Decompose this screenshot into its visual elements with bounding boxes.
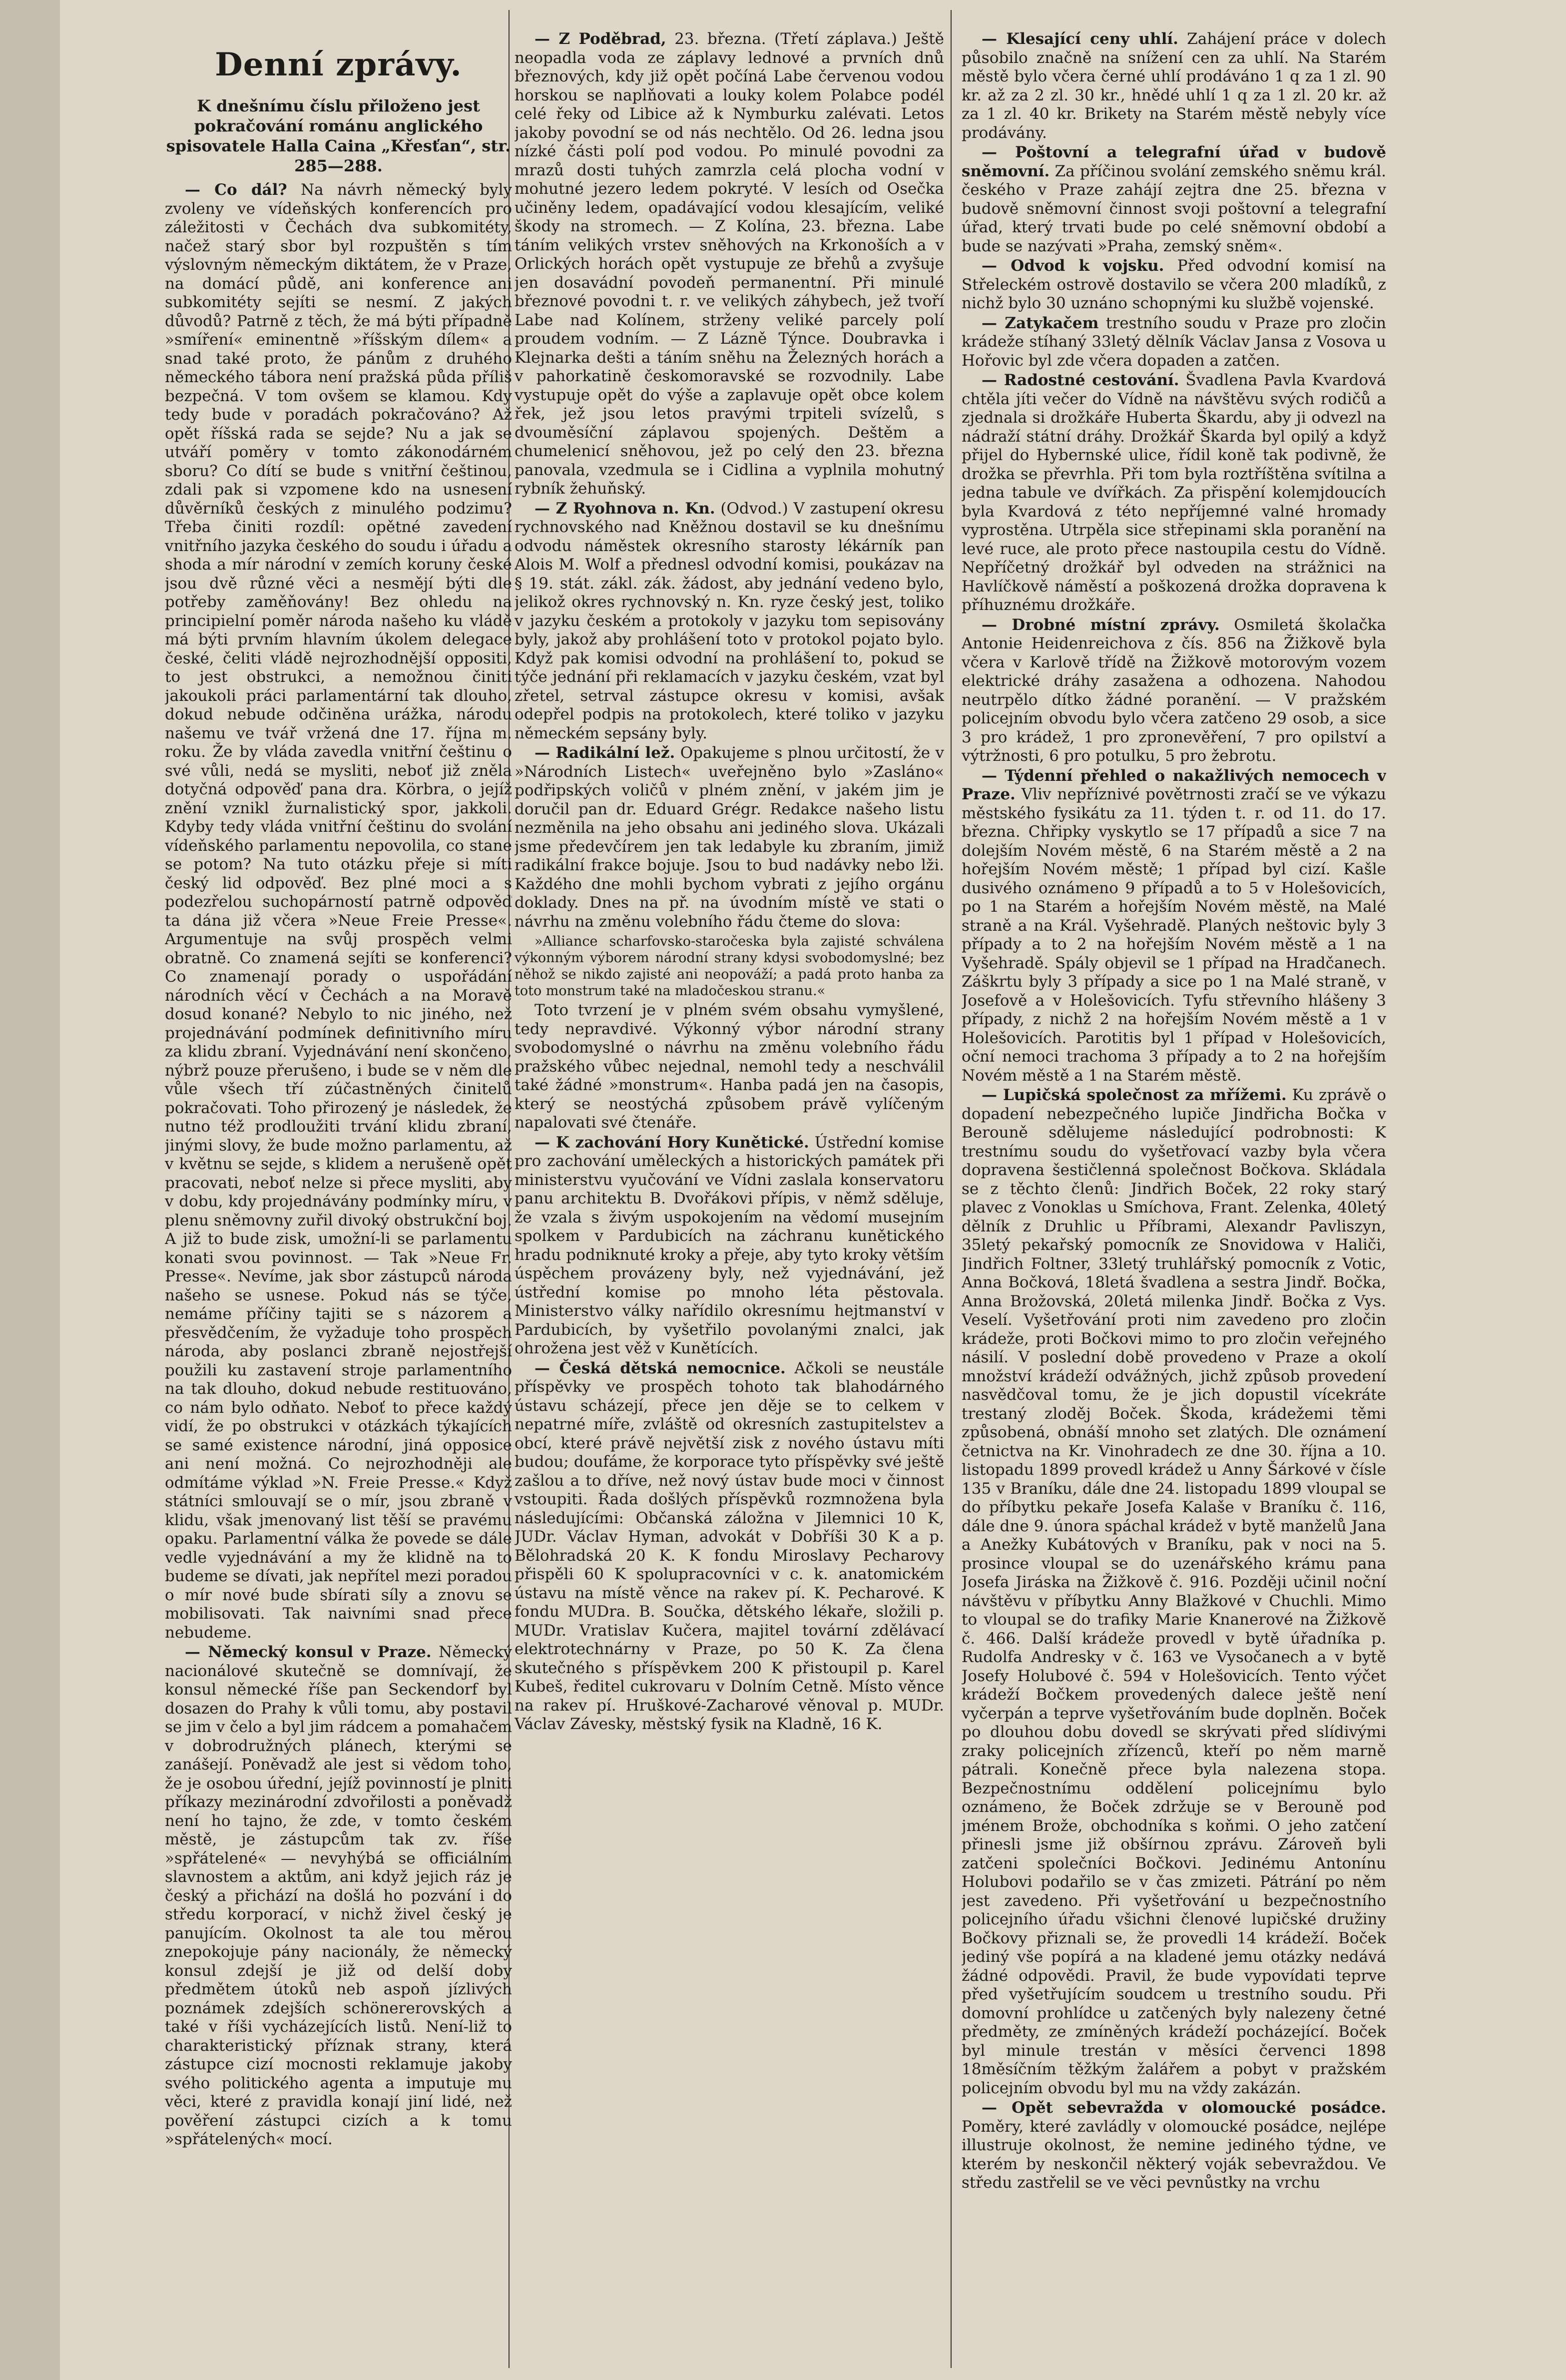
article-headline: — Česká dětská nemocnice. <box>534 1359 786 1377</box>
article-text: Ačkoli se neustále příspěvky ve prospěch tohoto tak blahodárného ústavu scházejí, přece jen děje se to celkem v nepatrné míře, zvláště od okresních zastupitelstev a obcí, které právě největší zisk z nového ústavu míti budou; doufáme, že korporace tyto příspěvky své ještě zašlou a to dříve, než nový ústav bude moci v činnost vstoupiti. Řada došlých příspěvků rozmnožena byla následujícími: Občanská záložna v Jilemnici 10 K, JUDr. Václav Hyman, advokát v Dobříši 30 K a p. Bělohradská 20 K. K fondu Miroslavy Pecharovy přispěli 60 K spolupracovníci v c. k. anatomickém ústavu na místě věnce na rakev pí. K. Pecharové. K fondu MUDra. B. Součka, dětského lékaře, složili p. MUDr. Vratislav Kučera, majitel tovární zdělávací elektrotechnárny v Praze, po 50 K. Za člena skutečného s příspěvkem 200 K přistoupil p. Karel Kubeš, ředitel cukrovaru v Dolním Cetně. Místo věnce na rakev pí. Hruškové-Zacharové věnoval p. MUDr. Václav Závesky, městský fysik na Kladně, 16 K. <box>515 1359 944 1733</box>
article-headline: — Co dál? <box>185 181 287 199</box>
article-paragraph <box>962 2099 1386 2193</box>
article-headline: — Z Poděbrad, <box>534 30 666 48</box>
article-paragraph <box>962 371 1386 615</box>
article-headline: — Klesající ceny uhlí. <box>982 30 1178 48</box>
article-headline: — Německý konsul v Praze. <box>185 1643 432 1661</box>
article-headline: — Poštovní a telegrafní úřad v budově sněmovní. <box>962 143 1386 180</box>
article-paragraph <box>165 1643 512 2149</box>
article-paragraph <box>515 744 944 931</box>
article-text: Toto tvrzení je v plném svém obsahu vymyšlené, tedy nepravdivé. Výkonný výbor národní strany svobodomyslné o návrhu na změnu volebního řádu pražského vůbec nejednal, nemohl tedy a neschválil také žádné »monstrum«. Hanba padá jen na časopis, který se neostýchá způsobem právě vylíčeným napalovati své čtenáře. <box>515 1001 944 1132</box>
article-headline: — Zatykačem <box>982 314 1099 332</box>
article-headline: — Opět sebevražda v olomoucké posádce. <box>982 2099 1386 2117</box>
intro-notice: K dnešnímu číslu přiloženo jest pokračování románu anglického spisovatele Halla Caina „Křesťan“, str. 285—288. <box>166 96 511 175</box>
article-paragraph <box>515 1001 944 1133</box>
article-paragraph <box>515 30 944 499</box>
column-2 <box>515 30 944 2358</box>
article-text: Před odvodní komisí na Střeleckém ostrově dostavilo se včera 200 mladíků, z nichž bylo 30 uznáno schopnými ku službě vojenské. <box>962 257 1386 312</box>
article-text: Poměry, které zavládly v olomoucké posádce, nejlépe illustruje okolnost, že nemine jediného týdne, ve kterém by neskončil některý voják sebevraždou. Ve středu zastřelil se ve věci pevnůstky na vrchu <box>962 2117 1386 2192</box>
article-text: 23. března. (Třetí záplava.) Ještě neopadla voda ze záplavy lednové a prvních dnů březnových, kdy již opět počíná Labe červenou vodou horskou se naplňovati a louky kolem Polabce podél celé řeky od Libice až k Nymburku zalévati. Letos jakoby povodní se od nás nechtělo. Od 26. ledna jsou nízké části polí pod vodou. Po minulé povodni za mrazů dosti tuhých zamrzla celá plocha vodní v mohutné jezero ledem pokryté. V lesích od Osečka učiněny ledem, opadávající vodou klesajícím, veliké škody na stromech. — Z Kolína, 23. března. Labe táním velikých vrstev sněhových na Krkonoších a v Orlických horách opět vystupuje ze břehů a zvyšuje jen dosavádní povodeň permanentní. Při minulé březnové povodni t. r. ve velikých záhybech, jež tvoří Labe nad Kolínem, strženy veliké parcely polí proudem vodním. — Z Lázně Týnce. Doubravka i Klejnarka dešti a táním sněhu na Železných horách a v pahorkatině českomoravské se rozvodnily. Labe vystupuje opět do výše a zaplavuje opět obce kolem řek, jež jsou letos pravými trpiteli svízelů, s dvouměsíční záplavou spojených. Deštěm a chumelenicí sněhovou, jež po celý den 23. března panovala, vzedmula se i Cidlina a vyplnila mohutný rybník žehuňský. <box>515 30 944 498</box>
article-text: Zahájení práce v dolech působilo značně na snížení cen za uhlí. Na Starém městě bylo včera černé uhlí prodáváno 1 q za 1 zl. 90 kr. až za 2 zl. 30 kr., hnědé uhlí 1 q za 1 zl. 20 kr. až za 1 zl. 40 kr. Brikety na Starém městě nebyly více prodávány. <box>962 30 1386 142</box>
section-title: Denní zprávy. <box>215 46 462 83</box>
article-paragraph <box>962 314 1386 371</box>
article-text: Na návrh německý byly zvoleny ve vídeňských konferencích pro záležitosti v Čechách dva subkomitéty, načež starý sbor byl rozpuštěn s tím výslovným německým diktátem, že v Praze, na domácí půdě, ani konference ani subkomitéty sejíti se nesmí. Z jakých důvodů? Patrně z těch, že má býti případně »smíření« eminentně »říšským dílem« a snad také proto, že pánům z druhého německého tábora není pražská půda příliš bezpečná. V tom ovšem se klamou. Kdy tedy bude v poradách pokračováno? Až opět říšská rada se sejde? Nu a jak se utváří poměry v tomto zákonodárném sboru? Co dítí se bude s vnitřní češtinou, zdali pak si vzpomene kdo na usnesení důvěrníků českých z minulého podzimu? Třeba činiti rozdíl: opětné zavedení vnitřního jazyka českého do soudu i úřadu a shoda a mír národní v zemích koruny české jsou dvě různé věci a nesmějí býti dle potřeby zaměňovány! Bez ohledu na principielní poměr národa našeho ku vládě má býti prvním hlavním úkolem delegace české, čeliti vládě nejrozhodnější oppositi, to jest obstrukci, a nemožnou činiti jakoukoli práci parlamentární tak dlouho, dokud nebude odčiněna urážka, národu našemu ve tvář vržená dne 17. října m. roku. Že by vláda zavedla vnitřní češtinu o své vůli, nedá se mysliti, neboť již zněla dotyčná odpověď pana dra. Körbra, o jejíž znění vznikl žurnalistický spor, jakkoli. Kdyby tedy vláda vnitřní češtinu do svolání vídeňského parlamentu nepovolila, co stane se potom? Na tuto otázku přeje si míti český lid odpověď. Bez plné moci a s podezřelou suchopárností patrně odpověď ta dána již včera »Neue Freie Presse«. Argumentuje na svůj prospěch velmi obratně. Co znamená sejíti se konferenci? Co znamenají porady o uspořádání národních věcí v Čechách a na Moravě dosud konané? Nebylo to nic jiného, než projednávání podmínek definitivního míru za klidu zbraní. Vyjednávání není skončeno, nýbrž pouze přerušeno, i bude se v něm dle vůle všech tří zúčastněných činitelů pokračovati. Toho přirozený je následek, že nutno též prodloužiti trvání klidu zbraní, jinými slovy, že bude možno parlamentu, až v květnu se sejde, s klidem a nerušeně opět pracovati, neboť nelze si přece mysliti, aby v dobu, kdy projednávány podmínky míru, v plenu sněmovny zuřil divoký obstrukční boj. A již to bude zisk, umožní-li se parlamentu konati svou povinnost. — Tak »Neue Fr. Presse«. Nevíme, jak sbor zástupců národa našeho se usnese. Pokud nás se týče, nemáme příčiny tajiti se s názorem a přesvědčením, že vyžaduje toho prospěch národa, aby poslanci zbraně nejostřejší použili ku zastavení stroje parlamentního na tak dlouho, dokud nebude restituováno, co nám bylo odňato. Neboť to přece každý vidí, že po obstrukci v otázkách týkajících se samé existence národní, jiná opposice ani není možná. Co nejrozhodněji ale odmítáme výklad »N. Freie Presse.« Když státníci smlouvají se o mír, jsou zbraně v klidu, však jmenovaný list těší se pravému opaku. Parlamentní válka že povede se dále vedle vyjednávání a my že klidně na to budeme se dívati, jak nepřítel mezi poradou o mír nové bude sbírati síly a znovu se mobilisovati. Tak naivními snad přece nebudeme. <box>165 181 512 1642</box>
article-text: Osmiletá školačka Antonie Heidenreichova z čís. 856 na Žižkově byla včera v Karlově třídě na Žižkově motorovým vozem elektrické dráhy zasažena a odhozena. Nahodou neutrpělo dítko žádné poranění. — V pražském policejním obvodu bylo včera zatčeno 29 osob, a sice 3 pro krádež, 1 pro zpronevěření, 7 pro opilství a výtržnosti, 6 pro potulku, 5 pro žebrotu. <box>962 615 1386 765</box>
article-paragraph <box>515 500 944 743</box>
article-text: Vliv nepříznivé povětrnosti zračí se ve výkazu městského fysikátu za 11. týden t. r. od 11. do 17. března. Chřipky vyskytlo se 17 případů a sice 7 na dolejším Novém městě, 6 na Starém městě a 2 na hořejším Novém městě; 1 případ byl cizí. Kašle dusivého oznámeno 9 případů a to 5 v Holešovicích, po 1 na Starém a hořejším Novém městě, na Malé straně a na Král. Vyšehradě. Planých neštovic byly 3 případy a to 2 na hořejším Novém městě a 1 na Vyšehradě. Spály objevil se 1 případ na Hradčanech. Záškrtu byly 3 případy a sice po 1 na Malé straně, v Josefově a v Holešovicích. Tyfu střevního hlášeny 3 případy, z nichž 2 na hořejším Novém městě a 1 v Holešovicích. Parotitis byl 1 případ v Holešovicích, oční nemoci trachoma 3 případy a to 2 na hořejším Novém městě a 1 na Starém městě. <box>962 785 1386 1085</box>
article-paragraph <box>515 933 944 999</box>
article-headline: — Odvod k vojsku. <box>982 257 1164 275</box>
article-headline: — Týdenní přehled o nakažlivých nemocech v Praze. <box>962 766 1386 803</box>
article-paragraph <box>165 181 512 1642</box>
column-divider <box>951 10 952 2368</box>
page-gutter <box>0 0 60 2380</box>
article-paragraph <box>962 30 1386 142</box>
article-text: Opakujeme s plnou určitostí, že v »Národních Listech« uveřejněno bylo »Zasláno« podřipských voličů v plném znění, v jakém jim je doručil pan dr. Eduard Grégr. Redakce našeho listu nezměnila na jeho obsahu ani jediného slova. Ukázali jsme předevčírem jen tak ledabyle ku zbraním, jimiž radikální frakce bojuje. Jsou to bud nadávky nebo lži. Každého dne mohli bychom vybrati z jejího orgánu doklady. Dnes na př. na úvodním místě ve stati o návrhu na změnu volebního řádu čteme do slova: <box>515 744 944 931</box>
article-text: trestního soudu v Praze pro zločin krádeže stíhaný 33letý dělník Václav Jansa z Vosova u Hořovic byl zde včera dopaden a zatčen. <box>962 314 1386 370</box>
article-text: Německý nacionálové skutečně se domnívají, že konsul německé říše pan Seckendorf byl dosazen do Prahy k vůli tomu, aby postavil se jim v čelo a byl jim rádcem a pomahačem v dobrodružných plánech, kterými se zanášejí. Poněvadž ale jest si vědom toho, že je osobou úřední, jejíž povinností je plniti příkazy mezinárodní zdvořilosti a poněvadž není ho tajno, že zde, v tomto českém městě, je zástupcům tak zv. říše »spřátelené« — nevyhýbá se officiálním slavnostem a aktům, ani když jejich ráz je český a přichází na došlá ho pozvání i do středu korporací, v nichž živel český je panujícím. Okolnost ta ale tou měrou znepokojuje pány nacionály, že německý konsul zdejší je již od delší doby předmětem útoků neb aspoň jízlivých poznámek zdejších schönererovských a také v říši vycházejících listů. Není-liž to charakteristický příznak strany, která zástupce cizí mocnosti reklamuje jakoby svého politického agenta a imputuje mu věci, které z pravidla konají jiní lidé, než pověření zástupci cizích a k tomu »spřátelených« mocí. <box>165 1643 512 2148</box>
column-2-articles <box>515 30 944 1734</box>
article-paragraph <box>515 1359 944 1734</box>
article-text: Ústřední komise pro zachování uměleckých a historických památek při ministerstvu vyučování ve Vídni zaslala konservatoru panu architektu B. Dvořákovi přípis, v němž sděluje, že vzala s živým uspokojením na vědomí musejním spolkem v Pardubicích na záchranu kunětického hradu podniknuté kroky a přeje, aby tyto kroky větším úspěchem provázeny byly, než vyjednávání, jež ústřední komise po mnoho léta pěstovala. Ministerstvo války nařídilo okresnímu hejtmanství v Pardubicích, by vyšetřilo povolanými znalci, jak ohrožena jest věž v Kunětících. <box>515 1133 944 1357</box>
article-headline: — Lupičská společnost za mřížemi. <box>982 1086 1287 1104</box>
article-headline: — Z Ryohnova n. Kn. <box>534 499 715 518</box>
article-paragraph <box>515 1134 944 1358</box>
article-text: Švadlena Pavla Kvardová chtěla jíti večer do Vídně na návštěvu svých rodičů a zjednala si drožkáře Huberta Škardu, aby ji odvezl na nádraží státní dráhy. Drožkář Škarda byl opilý a když přijel do Hybernské ulice, řídil koně tak podivně, že drožka se převrhla. Při tom byla roztříštěna svítilna a jedna tabule ve dvířkách. Za přispění kolemjdoucích byla Kvardová z této nepříjemné valné hromady vyprostěna. Utrpěla sice střepinami skla poranění na levé ruce, ale proto přece nastoupila cestu do Vídně. Nepříčetný drožkář byl odveden na strážnici na Havlíčkově náměstí a poškozená drožka dopravena k příhuznému drožkáře. <box>962 371 1386 614</box>
article-text: (Odvod.) V zastupení okresu rychnovského nad Kněžnou dostavil se ku dnešnímu odvodu náměstek okresního starosty lékárník pan Alois M. Wolf a přednesl odvodní komisi, poukázav na § 19. stát. zákl. zák. žádost, aby jednání vedeno bylo, jelikož okres rychnovský n. Kn. ryze český jest, toliko v jazyku českém a protokoly v jazyku tom sepisovány byly, jakož aby prohlášení toto v protokol pojato bylo. Když pak komisi odvodní na prohlášení to, pokud se týče jednání při reklamacích v jazyku českém, vzat byl zřetel, setrval zástupce okresu v komisi, avšak odepřel podpis na protokolech, které toliko v jazyku německém sepsány byly. <box>515 499 944 742</box>
column-1 <box>165 30 512 2358</box>
article-headline: — Radostné cestování. <box>982 371 1179 389</box>
article-headline: — K zachování Hory Kunětické. <box>534 1133 809 1152</box>
article-paragraph <box>962 616 1386 766</box>
column-3 <box>962 30 1386 2358</box>
article-paragraph <box>962 143 1386 256</box>
column-3-articles <box>962 30 1386 2193</box>
article-text: Za příčinou svolání zemského sněmu král. českého v Praze zahájí zejtra dne 25. března v budově sněmovní činnost svoji poštovní a telegrafní úřad, který trvati bude po celé sněmovní období a bude se nazývati »Praha, zemský sněm«. <box>962 162 1386 255</box>
article-headline: — Radikální lež. <box>534 744 675 762</box>
article-text: Ku zprávě o dopadení nebezpečného lupiče Jindřicha Bočka v Berouně sdělujeme následující podrobnosti: K trestnímu soudu do vyšetřovací vazby byla včera dopravena šestičlenná společnost Bočkova. Skládala se z těchto členů: Jindřich Boček, 22 roky starý plavec z Vonoklas u Smíchova, Frant. Zelenka, 40letý dělník z Druhlic u Příbrami, Alexandr Pavliszyn, 35letý pekařský pomocník ze Snovidowa v Haliči, Jindřich Foltner, 33letý truhlářský pomocník z Votic, Anna Bočková, 18letá švadlena a sestra Jindř. Bočka, Anna Brožovská, 20letá milenka Jindř. Bočka z Vys. Veselí. Vyšetřování proti nim zavedeno pro zločin krádeže, proti Bočkovi mimo to pro zločin veřejného násilí. V poslední době provedeno v Praze a okolí množství krádeží odvážných, jichž způsob provedení nasvědčoval tomu, že je jich dopustil vícekráte trestaný zloděj Boček. Škoda, krádežemi těmi způsobená, obnáší mnoho set zlatých. Dle oznámení četnictva na Kr. Vinohradech ze dne 30. října a 10. listopadu 1899 provedl krádež u Anny Šárkové v čísle 135 v Braníku, dále dne 24. listopadu 1899 vloupal se do příbytku pekaře Josefa Kalaše v Braníku č. 116, dále dne 9. února spáchal krádež v bytě manželů Jana a Anežky Kubátových v Braníku, pak v noci na 5. prosince vloupal se do uzenářského krámu pana Josefa Jiráska na Žižkově č. 916. Později učinil noční návštěvu v příbytku Anny Blažkové v Chuchli. Mimo to vloupal se do trafiky Marie Knanerové na Žižkově č. 466. Další krádeže provedl v bytě úřadníka p. Rudolfa Andresky v č. 163 ve Vysočanech a v bytě Josefy Holubové č. 594 v Holešovicích. Tento výčet krádeží Bočkem provedených dalece ještě není vyčerpán a teprve vyšetřováním bude doplněn. Boček po dlouhou dobu dovedl se skrývati před slídivými zraky policejních zřízenců, kteří po něm marně pátrali. Konečně přece byla nalezena stopa. Bezpečnostnímu oddělení policejnímu bylo oznámeno, že Boček zdržuje se v Berouně pod jménem Brože, obchodníka s koňmi. O jeho zatčení přinesli jsme již obšírnou zprávu. Zároveň byli zatčeni společníci Bočkovi. Jedinému Antonínu Holubovi podařilo se v čas zmizeti. Pátrání po něm jest zavedeno. Při vyšetřování u bezpečnostního policejního úřadu všichni členové lupičské družiny Bočkovy přiznali se, že provedli 14 krádeží. Boček jediný vše popírá a na kladené jemu otázky nedává žádné odpovědi. Pravil, že bude vypovídati teprve před vyšetřujícím soudcem u trestního soudu. Při domovní prohlídce u zatčených byly nalezeny četné předměty, ze zmíněných krádeží pocházející. Boček byl minule trestán v měsíci červenci 1898 18měsíčním těžkým žalářem a pobyt v pražském policejním obvodu byl mu na vždy zakázán. <box>962 1086 1386 2097</box>
article-paragraph <box>962 257 1386 313</box>
article-paragraph <box>962 767 1386 1086</box>
article-text: »Alliance scharfovsko-staročeska byla zajisté schválena výkonným výborem národní strany kdysi svobodomyslné; bez něhož se nikdo zajisté ani neopováží; a padá proto hanba za toto monstrum také na mladočeskou stranu.« <box>515 934 944 999</box>
article-headline: — Drobné místní zprávy. <box>982 615 1220 634</box>
article-paragraph <box>962 1086 1386 2098</box>
column-1-articles <box>165 181 512 2149</box>
